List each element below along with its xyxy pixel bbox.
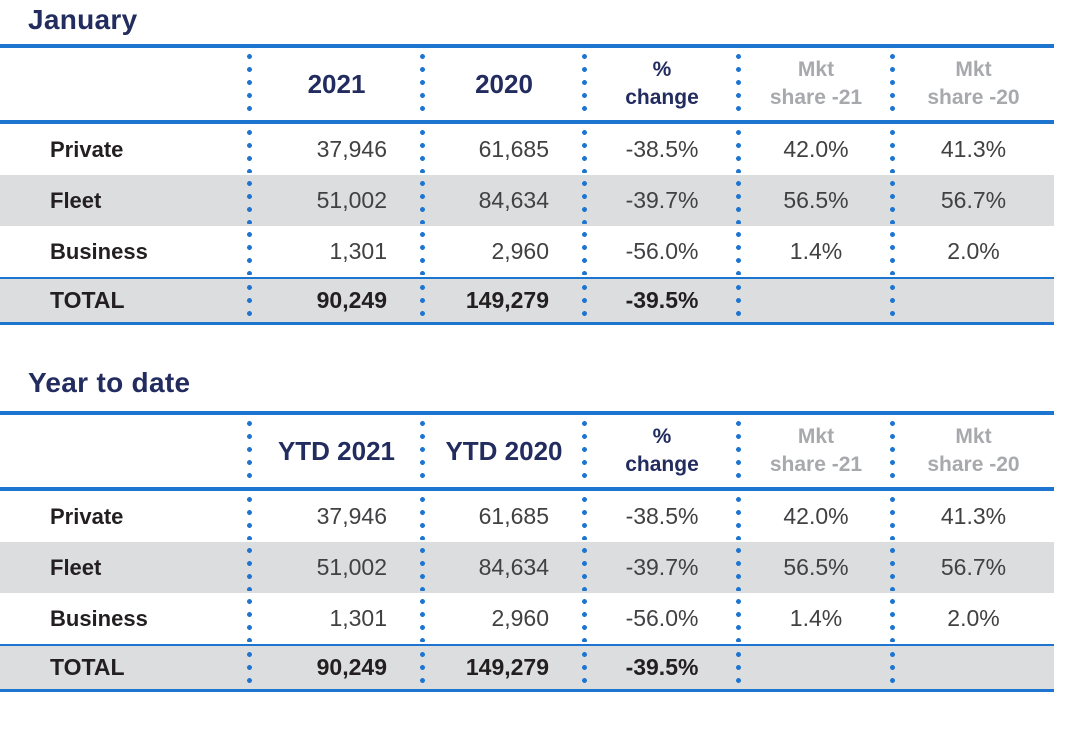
header-pct-line2: change <box>625 453 699 476</box>
header-pct-line2: change <box>625 86 699 109</box>
value-share20: 56.7% <box>893 542 1054 593</box>
value-2020: 61,685 <box>423 491 585 542</box>
total-label: TOTAL <box>50 654 125 680</box>
value-2021: 37,946 <box>250 124 423 175</box>
header-mkt20-line2: share -20 <box>927 453 1020 476</box>
total-2021: 90,249 <box>250 279 423 322</box>
table-row-fleet <box>0 542 1054 593</box>
value-change: -38.5% <box>585 124 739 175</box>
header-pct-line1: % <box>652 58 672 81</box>
value-change: -56.0% <box>585 226 739 277</box>
value-change: -56.0% <box>585 593 739 644</box>
value-share21: 56.5% <box>739 175 893 226</box>
value-share21: 42.0% <box>739 491 893 542</box>
header-empty-cell <box>0 415 250 487</box>
value-change: -38.5% <box>585 491 739 542</box>
value-change: -39.7% <box>585 542 739 593</box>
value-2020: 2,960 <box>423 593 585 644</box>
header-row <box>0 415 1054 487</box>
header-mkt20-line2: share -20 <box>927 86 1020 109</box>
value-share21: 1.4% <box>739 593 893 644</box>
total-2021: 90,249 <box>250 646 423 689</box>
total-share20 <box>893 646 1054 689</box>
value-2021: 51,002 <box>250 542 423 593</box>
header-mkt21-line2: share -21 <box>769 453 863 476</box>
table-row-total <box>0 646 1054 689</box>
total-change: -39.5% <box>585 279 739 322</box>
total-share20 <box>893 279 1054 322</box>
value-2020: 84,634 <box>423 175 585 226</box>
value-change: -39.7% <box>585 175 739 226</box>
ytd-section <box>0 367 1068 692</box>
header-pct-change <box>585 415 739 487</box>
header-empty-cell <box>0 48 250 120</box>
value-2021: 1,301 <box>250 593 423 644</box>
value-2021: 51,002 <box>250 175 423 226</box>
header-mkt20-line1: Mkt <box>955 58 992 81</box>
header-ytd-2021: YTD 2021 <box>250 415 423 487</box>
row-label: Private <box>50 136 124 162</box>
header-mkt21-line1: Mkt <box>797 58 835 81</box>
value-2020: 84,634 <box>423 542 585 593</box>
january-table <box>0 44 1054 325</box>
header-mkt-share-20 <box>893 415 1054 487</box>
header-pct-change <box>585 48 739 120</box>
header-2021: 2021 <box>250 48 423 120</box>
header-mkt21-line2: share -21 <box>769 86 863 109</box>
january-section <box>0 4 1068 325</box>
header-mkt20-line1: Mkt <box>955 425 992 448</box>
total-share21 <box>739 279 893 322</box>
value-share20: 56.7% <box>893 175 1054 226</box>
january-title: January <box>28 4 138 35</box>
row-label: Fleet <box>50 187 102 213</box>
table-bottom-rule <box>0 689 1054 692</box>
table-row-private <box>0 124 1054 175</box>
value-share20: 2.0% <box>893 226 1054 277</box>
total-change: -39.5% <box>585 646 739 689</box>
total-2020: 149,279 <box>423 646 585 689</box>
row-label: Fleet <box>50 554 102 580</box>
row-label: Private <box>50 503 124 529</box>
header-ytd-2020: YTD 2020 <box>423 415 585 487</box>
row-label: Business <box>50 238 148 264</box>
value-share21: 56.5% <box>739 542 893 593</box>
table-row-business <box>0 593 1054 644</box>
value-share21: 1.4% <box>739 226 893 277</box>
value-share21: 42.0% <box>739 124 893 175</box>
total-2020: 149,279 <box>423 279 585 322</box>
ytd-table <box>0 411 1054 692</box>
value-2021: 37,946 <box>250 491 423 542</box>
table-row-fleet <box>0 175 1054 226</box>
header-mkt-share-21 <box>739 48 893 120</box>
header-2020: 2020 <box>423 48 585 120</box>
header-mkt21-line1: Mkt <box>797 425 835 448</box>
total-label: TOTAL <box>50 287 125 313</box>
total-share21 <box>739 646 893 689</box>
header-row <box>0 48 1054 120</box>
table-row-business <box>0 226 1054 277</box>
value-2020: 61,685 <box>423 124 585 175</box>
value-share20: 41.3% <box>893 491 1054 542</box>
header-pct-line1: % <box>652 425 672 448</box>
table-row-total <box>0 279 1054 322</box>
header-mkt-share-20 <box>893 48 1054 120</box>
value-share20: 2.0% <box>893 593 1054 644</box>
value-2020: 2,960 <box>423 226 585 277</box>
ytd-title: Year to date <box>28 367 191 398</box>
table-row-private <box>0 491 1054 542</box>
row-label: Business <box>50 605 148 631</box>
value-2021: 1,301 <box>250 226 423 277</box>
header-mkt-share-21 <box>739 415 893 487</box>
value-share20: 41.3% <box>893 124 1054 175</box>
table-bottom-rule <box>0 322 1054 325</box>
